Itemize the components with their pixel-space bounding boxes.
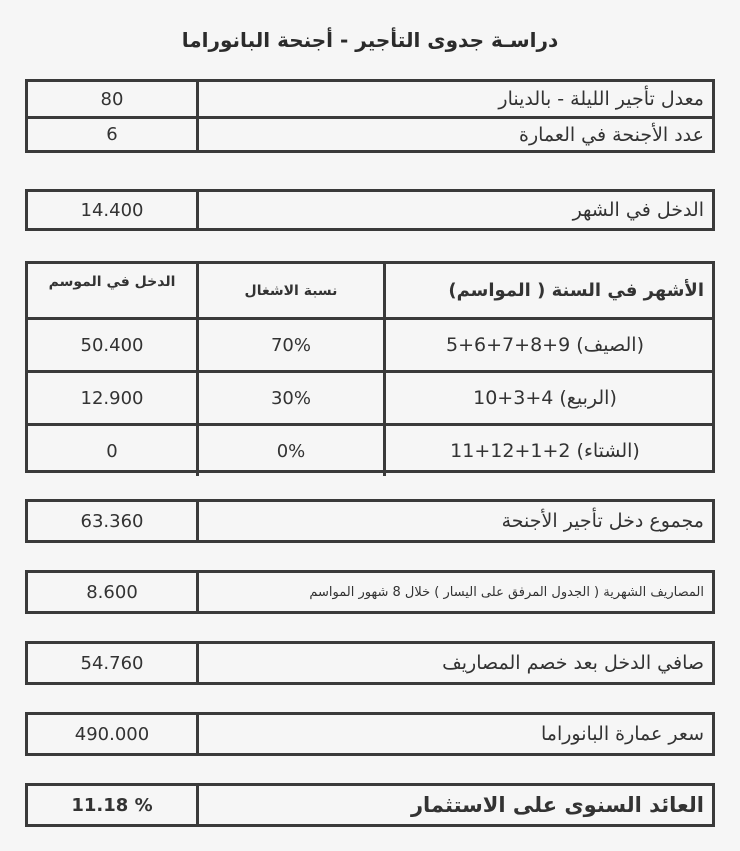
page-title: دراسـة جدوى التأجير - أجنحة البانوراما	[181, 28, 559, 52]
monthly-income-row	[25, 189, 715, 231]
monthly-income-value: 14.400	[28, 192, 199, 228]
header-occupancy: نسبة الاشغال	[199, 264, 386, 317]
expenses-label: المصاريف الشهرية ( الجدول المرفق على اليسار ) خلال 8 شهور المواسم	[309, 584, 704, 600]
table-row	[28, 116, 712, 150]
roi-row	[25, 783, 715, 827]
season-months: (الربيع) 4+3+10	[473, 387, 617, 409]
expenses-value: 8.600	[28, 573, 199, 611]
total-income-row	[25, 499, 715, 543]
season-occupancy: 0%	[199, 426, 386, 476]
season-months: (الصيف) 9+8+7+6+5	[446, 334, 644, 356]
roi-label: العائد السنوى على الاستثمار	[410, 793, 704, 817]
net-income-row	[25, 641, 715, 685]
table-row	[28, 370, 712, 423]
monthly-income-label: الدخل في الشهر	[572, 199, 704, 221]
season-income: 12.900	[28, 373, 199, 423]
table-header-row	[28, 264, 712, 317]
basics-table	[25, 79, 715, 153]
season-months: (الشتاء) 2+1+12+11	[450, 440, 640, 462]
expenses-row	[25, 570, 715, 614]
building-price-label: سعر عمارة البانوراما	[540, 723, 704, 745]
table-row	[28, 423, 712, 476]
table-row	[28, 82, 712, 116]
season-income: 0	[28, 426, 199, 476]
seasons-table	[25, 261, 715, 473]
season-occupancy: 70%	[199, 320, 386, 370]
header-months: الأشهر في السنة ( المواسم)	[448, 280, 704, 301]
net-income-label: صافي الدخل بعد خصم المصاريف	[442, 652, 704, 674]
season-income: 50.400	[28, 320, 199, 370]
roi-value: 11.18 %	[28, 786, 199, 824]
header-income: الدخل في الموسم	[28, 264, 199, 317]
building-price-row	[25, 712, 715, 756]
table-row	[28, 317, 712, 370]
total-income-label: مجموع دخل تأجير الأجنحة	[501, 510, 704, 532]
total-income-value: 63.360	[28, 502, 199, 540]
season-occupancy: 30%	[199, 373, 386, 423]
net-income-value: 54.760	[28, 644, 199, 682]
building-price-value: 490.000	[28, 715, 199, 753]
nightly-rate-label: معدل تأجير الليلة - بالدينار	[498, 88, 704, 110]
suites-count-value: 6	[28, 119, 199, 150]
nightly-rate-value: 80	[28, 82, 199, 116]
suites-count-label: عدد الأجنحة في العمارة	[519, 123, 704, 146]
